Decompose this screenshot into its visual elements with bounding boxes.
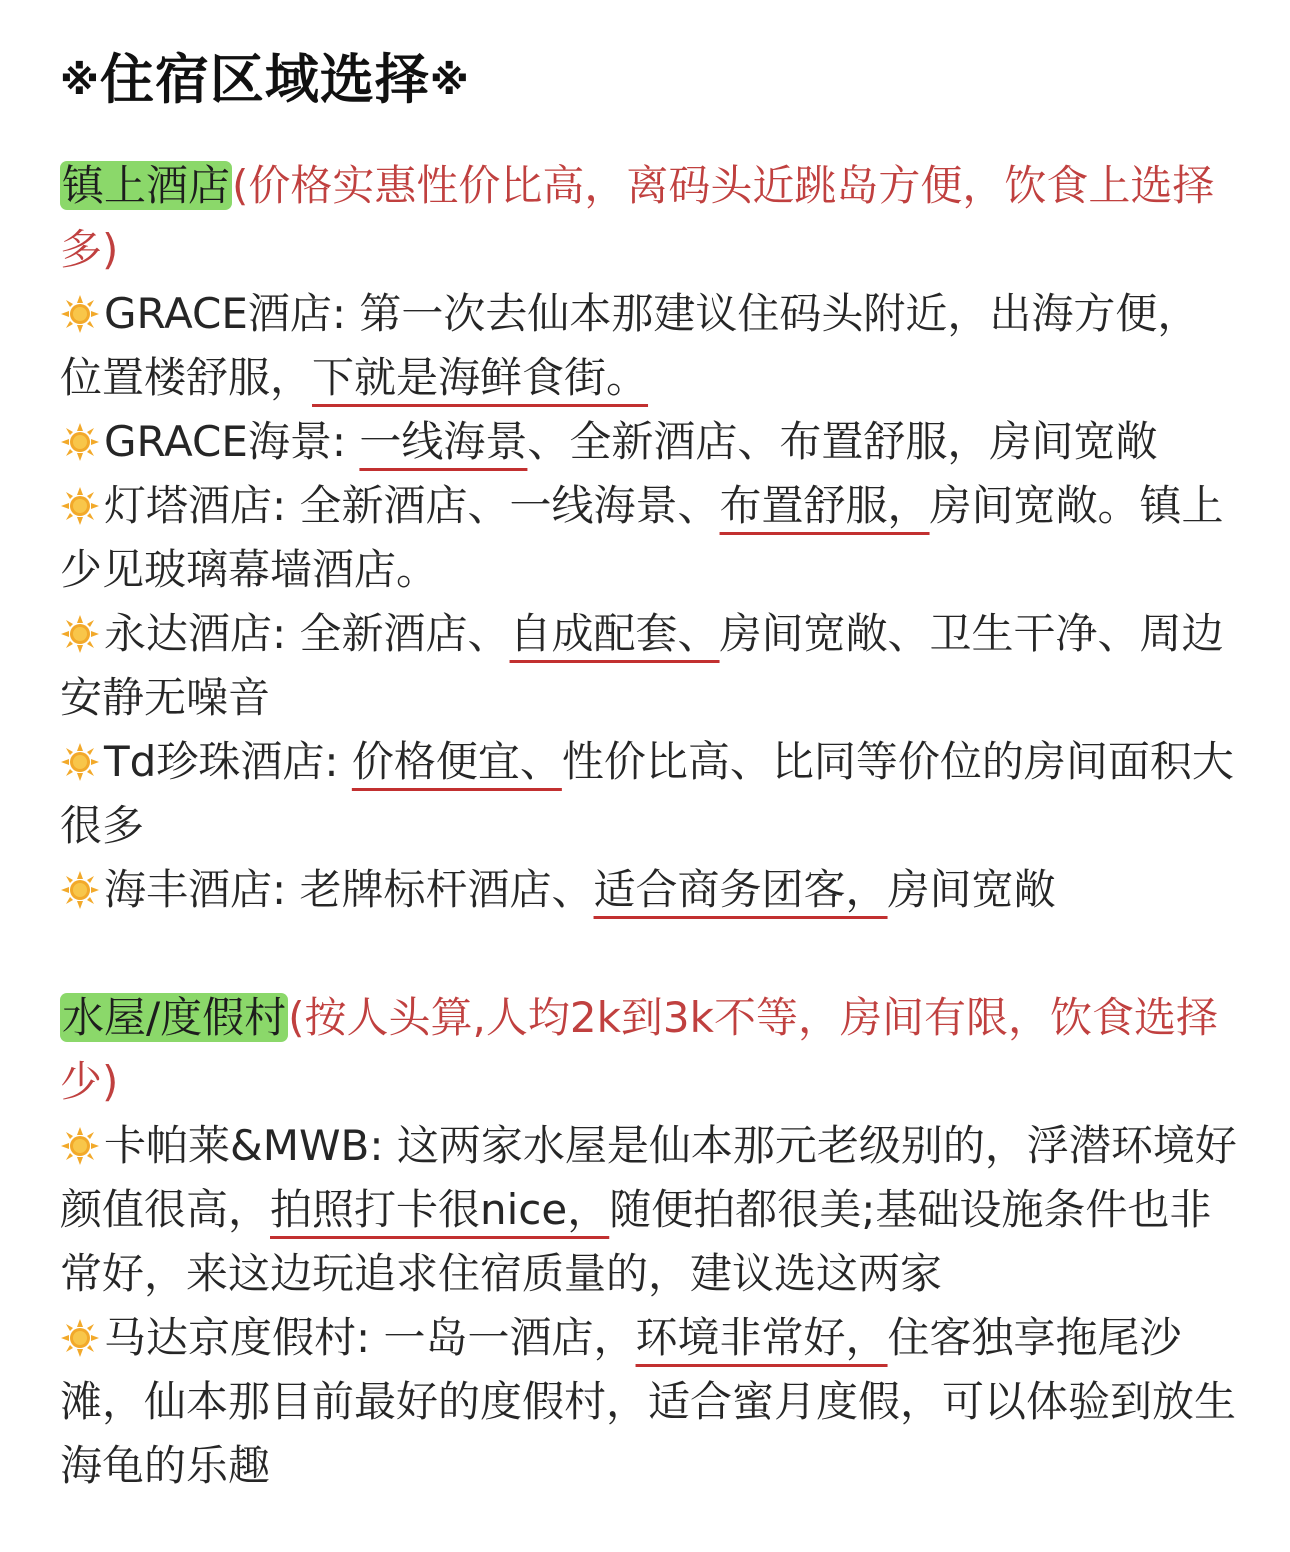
hotel-name: 海丰酒店 [104, 865, 273, 914]
resort-text-rest: 随便拍都很美;基础设施条件也非常好，来这边玩追求住宿质量的，建议选这两家 [60, 1185, 1212, 1298]
hotel-name: GRACE酒店 [104, 289, 332, 338]
page-title [60, 42, 1240, 118]
hotel-text-rest: 房间宽敞。镇上少见玻璃幕墙酒店。 [60, 481, 1224, 594]
hotel-name: Td珍珠酒店 [104, 737, 325, 786]
resort-text: : 这两家水屋是仙本那元老级别的，浮潜环境好颜值很高， [60, 1121, 1237, 1234]
sun-icon [60, 422, 100, 462]
title-text: 住宿区域选择 [99, 48, 430, 111]
hotel-highlight: 价格便宜、 [351, 737, 562, 786]
hotel-name: 永达酒店 [104, 609, 273, 658]
resort-highlight: 环境非常好， [635, 1313, 888, 1362]
hotel-text: : [324, 737, 352, 786]
sun-icon [60, 1126, 100, 1166]
resort-name: 马达京度假村 [104, 1313, 357, 1362]
resort-name: 卡帕莱&MWB [104, 1121, 370, 1170]
hotel-item [60, 602, 1240, 730]
sun-icon [60, 486, 100, 526]
resort-item [60, 1114, 1240, 1306]
section-tag: 镇上酒店 [62, 161, 231, 210]
hotel-item [60, 474, 1240, 602]
hotel-item [60, 282, 1240, 410]
section-tag: 水屋/度假村 [62, 993, 287, 1042]
hotel-text: : 老牌标杆酒店、 [272, 865, 594, 914]
sun-icon [60, 870, 100, 910]
resort-item [60, 1306, 1240, 1498]
hotel-name: 灯塔酒店 [104, 481, 273, 530]
page [60, 42, 1240, 1498]
sun-icon [60, 742, 100, 782]
hotel-text: : [331, 417, 360, 466]
hotel-highlight: 适合商务团客， [593, 865, 888, 914]
hotel-highlight: 布置舒服， [719, 481, 930, 530]
hotel-name: GRACE海景 [104, 417, 332, 466]
hotel-item [60, 858, 1240, 922]
hotel-item [60, 410, 1240, 474]
hotel-item [60, 730, 1240, 858]
hotel-highlight: 下就是海鲜食街。 [312, 353, 649, 402]
hotel-text: : 第一次去仙本那建议住码头附近，出海方便，位置楼舒服， [60, 289, 1200, 402]
resort-text: : 一岛一酒店， [356, 1313, 636, 1362]
hotel-highlight: 自成配套、 [509, 609, 720, 658]
sun-icon [60, 294, 100, 334]
hotel-text: : 全新酒店、 [272, 609, 510, 658]
hotel-text-rest: 房间宽敞 [887, 865, 1056, 914]
hotel-text-rest: 、全新酒店、布置舒服，房间宽敞 [527, 417, 1158, 466]
resort-highlight: 拍照打卡很nice， [270, 1185, 610, 1234]
title-mark-right: ※ [429, 58, 470, 104]
sun-icon [60, 614, 100, 654]
title-mark-left: ※ [60, 58, 100, 104]
sun-icon [60, 1318, 100, 1358]
hotel-text-rest: 房间宽敞、卫生干净、周边安静无噪音 [60, 609, 1224, 722]
section-description: (按人头算,人均2k到3k不等，房间有限，饮食选择少) [60, 993, 1218, 1106]
hotel-highlight: 一线海景 [359, 417, 528, 466]
section-spacer [60, 922, 1240, 986]
hotel-text-rest: 性价比高、比同等价位的房间面积大很多 [60, 737, 1234, 850]
resort-text-rest: 住客独享拖尾沙滩，仙本那目前最好的度假村，适合蜜月度假，可以体验到放生海龟的乐趣 [60, 1313, 1237, 1490]
section-header-town-hotels [60, 154, 1240, 282]
section-description: (价格实惠性价比高，离码头近跳岛方便，饮食上选择多) [60, 161, 1215, 274]
hotel-text: : 全新酒店、一线海景、 [272, 481, 720, 530]
section-header-water-villas [60, 986, 1240, 1114]
